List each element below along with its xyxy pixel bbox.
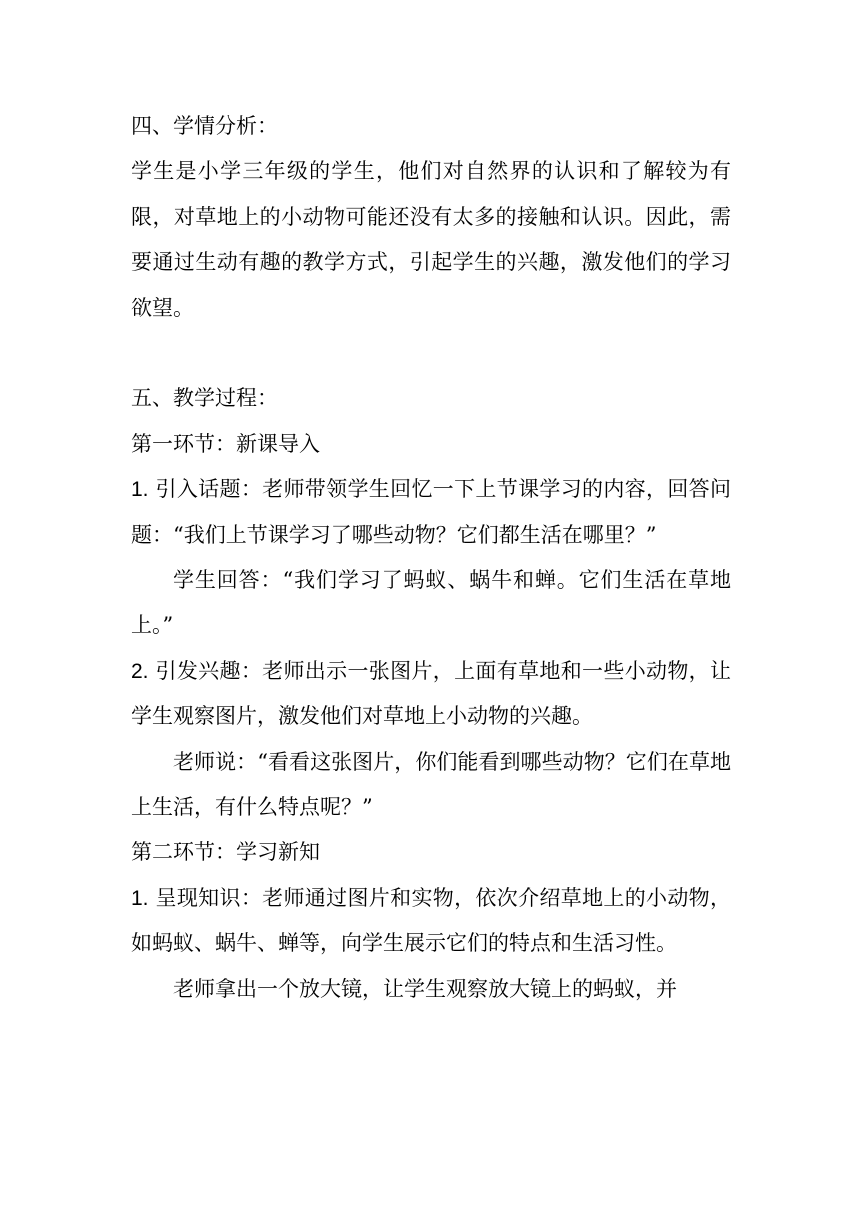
item-text: 引发兴趣：老师出示一张图片，上面有草地和一些小动物，让学生观察图片，激发他们对草地上小动物的兴趣。 xyxy=(131,658,731,729)
item-number: 1. xyxy=(131,478,149,502)
stage1-item2-quote: 老师说：“看看这张图片，你们能看到哪些动物？它们在草地上生活，有什么特点呢？” xyxy=(131,749,731,820)
analysis-paragraph: 学生是小学三年级的学生，他们对自然界的认识和了解较为有限，对草地上的小动物可能还没有太多的接触和认识。因此，需要通过生动有趣的教学方式，引起学生的兴趣，激发他们的学习欲望。 xyxy=(131,159,731,320)
section-heading-process: 五、教学过程： xyxy=(131,386,278,411)
item-number: 1. xyxy=(131,886,149,910)
item-text: 引入话题：老师带领学生回忆一下上节课学习的内容，回答问题：“我们上节课学习了哪些动物？它们都生活在哪里？” xyxy=(131,477,731,547)
item-text: 呈现知识：老师通过图片和实物，依次介绍草地上的小动物，如蚂蚁、蜗牛、蝉等，向学生展示它们的特点和生活习性。 xyxy=(131,885,731,956)
stage2-item1 xyxy=(131,876,731,967)
stage2-heading: 第二环节：学习新知 xyxy=(131,840,320,865)
paragraph-gap xyxy=(131,331,731,376)
item-number: 2. xyxy=(131,659,149,683)
document-page xyxy=(131,104,731,1012)
stage1-heading: 第一环节：新课导入 xyxy=(131,431,320,456)
stage1-item2 xyxy=(131,649,731,740)
stage2-item1-more: 老师拿出一个放大镜，让学生观察放大镜上的蚂蚁，并 xyxy=(173,976,677,1001)
stage1-item1-answer: 学生回答：“我们学习了蚂蚁、蜗牛和蝉。它们生活在草地上。” xyxy=(131,568,731,638)
section-heading-analysis: 四、学情分析： xyxy=(131,114,278,138)
stage1-item1 xyxy=(131,467,731,558)
